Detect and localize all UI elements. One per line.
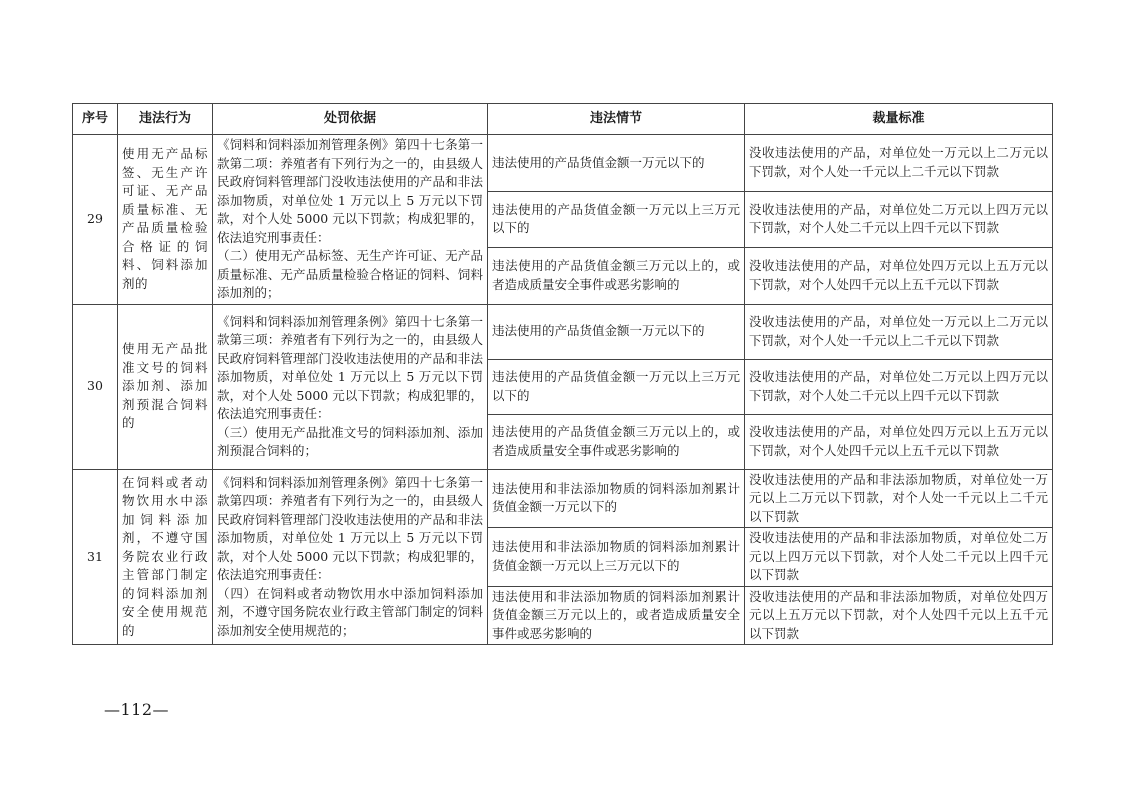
circumstance-cell: 违法使用的产品货值金额三万元以上的，或者造成质量安全事件或恶劣影响的: [488, 248, 745, 305]
violation-cell: 使用无产品标签、无生产许可证、无产品质量标准、无产品质量检验合格证的饲料、饲料添加剂的: [118, 135, 213, 305]
circumstance-cell: 违法使用的产品货值金额一万元以下的: [488, 135, 745, 192]
violation-cell: 在饲料或者动物饮用水中添加饲料添加剂，不遵守国务院农业行政主管部门制定的饲料添加剂安全使用规范的: [118, 469, 213, 645]
table-header-row: [73, 104, 1053, 135]
standard-cell: 没收违法使用的产品和非法添加物质，对单位处一万元以上二万元以下罚款，对个人处一千元以上二千元以下罚款: [745, 469, 1053, 528]
standard-cell: 没收违法使用的产品和非法添加物质，对单位处二万元以上四万元以下罚款，对个人处二千元以上四千元以下罚款: [745, 528, 1053, 587]
standard-cell: 没收违法使用的产品，对单位处一万元以上二万元以下罚款，对个人处一千元以上二千元以下罚款: [745, 304, 1053, 359]
header-violation: 违法行为: [118, 104, 213, 135]
penalty-basis-cell: [213, 469, 488, 645]
penalty-basis-text: 《饲料和饲料添加剂管理条例》第四十七条第一款第二项：养殖者有下列行为之一的，由县级人民政府饲料管理部门没收违法使用的产品和非法添加物质，对单位处 1 万元以上 5 万元以下罚款，对个人处 5000 元以下罚款；构成犯罪的，依法追究刑事责任：: [217, 137, 483, 245]
circumstance-cell: 违法使用的产品货值金额三万元以上的，或者造成质量安全事件或恶劣影响的: [488, 414, 745, 469]
penalty-basis-cell: [213, 304, 488, 469]
row-number: 29: [73, 135, 118, 305]
circumstance-cell: 违法使用和非法添加物质的饲料添加剂累计货值金额一万元以下的: [488, 469, 745, 528]
row-number: 30: [73, 304, 118, 469]
penalty-basis-cell: [213, 135, 488, 305]
standard-cell: 没收违法使用的产品，对单位处一万元以上二万元以下罚款，对个人处一千元以上二千元以下罚款: [745, 135, 1053, 192]
penalty-table: [72, 103, 1053, 645]
row-number: 31: [73, 469, 118, 645]
standard-cell: 没收违法使用的产品，对单位处四万元以上五万元以下罚款，对个人处四千元以上五千元以下罚款: [745, 414, 1053, 469]
circumstance-cell: 违法使用的产品货值金额一万元以下的: [488, 304, 745, 359]
standard-cell: 没收违法使用的产品，对单位处二万元以上四万元以下罚款，对个人处二千元以上四千元以下罚款: [745, 359, 1053, 414]
header-violation-circumstance: 违法情节: [488, 104, 745, 135]
header-discretion-standard: 裁量标准: [745, 104, 1053, 135]
penalty-basis-item: （四）在饲料或者动物饮用水中添加饲料添加剂，不遵守国务院农业行政主管部门制定的饲料添加剂安全使用规范的；: [217, 585, 483, 638]
circumstance-cell: 违法使用和非法添加物质的饲料添加剂累计货值金额一万元以上三万元以下的: [488, 528, 745, 587]
circumstance-cell: 违法使用的产品货值金额一万元以上三万元以下的: [488, 191, 745, 248]
standard-cell: 没收违法使用的产品，对单位处二万元以上四万元以下罚款，对个人处二千元以上四千元以下罚款: [745, 191, 1053, 248]
table-row: [73, 304, 1053, 359]
header-serial-number: 序号: [73, 104, 118, 135]
page-number: —112—: [104, 700, 170, 719]
circumstance-cell: 违法使用和非法添加物质的饲料添加剂累计货值金额三万元以上的，或者造成质量安全事件或恶劣影响的: [488, 586, 745, 645]
penalty-basis-item: （二）使用无产品标签、无生产许可证、无产品质量标准、无产品质量检验合格证的饲料、饲料添加剂的；: [217, 248, 483, 300]
penalty-basis-text: 《饲料和饲料添加剂管理条例》第四十七条第一款第三项：养殖者有下列行为之一的，由县级人民政府饲料管理部门没收违法使用的产品和非法添加物质，对单位处 1 万元以上 5 万元以下罚款，对个人处 5000 元以下罚款；构成犯罪的，依法追究刑事责任：: [217, 313, 483, 421]
circumstance-cell: 违法使用的产品货值金额一万元以上三万元以下的: [488, 359, 745, 414]
table-row: [73, 469, 1053, 528]
violation-cell: 使用无产品批准文号的饲料添加剂、添加剂预混合饲料的: [118, 304, 213, 469]
header-penalty-basis: 处罚依据: [213, 104, 488, 135]
table-row: [73, 135, 1053, 192]
standard-cell: 没收违法使用的产品和非法添加物质，对单位处四万元以上五万元以下罚款，对个人处四千元以上五千元以下罚款: [745, 586, 1053, 645]
penalty-basis-item: （三）使用无产品批准文号的饲料添加剂、添加剂预混合饲料的；: [217, 424, 483, 458]
standard-cell: 没收违法使用的产品，对单位处四万元以上五万元以下罚款，对个人处四千元以上五千元以下罚款: [745, 248, 1053, 305]
penalty-basis-text: 《饲料和饲料添加剂管理条例》第四十七条第一款第四项：养殖者有下列行为之一的，由县级人民政府饲料管理部门没收违法使用的产品和非法添加物质，对单位处 1 万元以上 5 万元以下罚款，对个人处 5000 元以下罚款；构成犯罪的，依法追究刑事责任：: [217, 474, 483, 582]
